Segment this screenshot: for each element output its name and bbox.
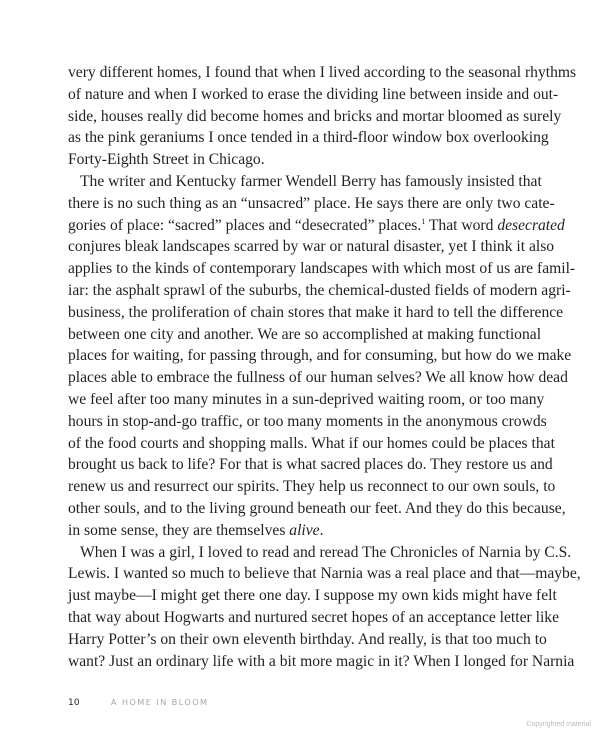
text-line bbox=[68, 215, 565, 237]
text-line: there is no such thing as an “unsacred” place. He says there are only two cate- bbox=[68, 194, 555, 212]
text-line: between one city and another. We are so accomplished at making functional bbox=[68, 325, 542, 343]
text-line: other souls, and to the living ground beneath our feet. And they do this because, bbox=[68, 499, 566, 517]
text-run: That word bbox=[425, 216, 498, 234]
text-line: hours in stop-and-go traffic, or too many moments in the anonymous crowds bbox=[68, 412, 547, 430]
text-line: Harry Potter’s on their own eleventh birthday. And really, is that too much to bbox=[68, 630, 547, 648]
body-text bbox=[68, 62, 581, 672]
paragraph bbox=[68, 171, 576, 542]
text-line: Lewis. I wanted so much to believe that Narnia was a real place and that—maybe, bbox=[68, 565, 581, 583]
running-head: A HOME IN BLOOM bbox=[110, 697, 209, 707]
paragraph bbox=[68, 542, 581, 673]
text-run: gories of place: “sacred” places and “desecrated” places. bbox=[68, 216, 422, 234]
text-run: in some sense, they are themselves bbox=[68, 521, 290, 539]
text-line: very different homes, I found that when I lived according to the seasonal rhythms bbox=[68, 64, 577, 81]
text-line: places for waiting, for passing through, and for consuming, but how do we make bbox=[68, 347, 572, 365]
text-line: places able to embrace the fullness of our human selves? We all know how dead bbox=[68, 369, 568, 387]
text-line: business, the proliferation of chain stores that make it hard to tell the difference bbox=[68, 303, 564, 321]
page-number: 10 bbox=[68, 698, 80, 708]
text-line: of nature and when I worked to erase the dividing line between inside and out- bbox=[68, 85, 559, 103]
text-line: brought us back to life? For that is what sacred places do. They restore us and bbox=[68, 456, 553, 474]
text-line: as the pink geraniums I once tended in a third-floor window box overlooking bbox=[68, 129, 549, 147]
text-line: want? Just an ordinary life with a bit more magic in it? When I longed for Narnia bbox=[68, 652, 575, 670]
text-line: side, houses really did become homes and bricks and mortar bloomed as surely bbox=[68, 107, 562, 125]
text-line: Forty-Eighth Street in Chicago. bbox=[68, 151, 265, 169]
text-line: The writer and Kentucky farmer Wendell Berry has famously insisted that bbox=[80, 172, 542, 190]
text-line: we feel after too many minutes in a sun-deprived waiting room, or too many bbox=[68, 390, 545, 408]
paragraph bbox=[68, 62, 577, 171]
text-line: conjures bleak landscapes scarred by war or natural disaster, yet I think it also bbox=[68, 238, 555, 256]
text-line: iar: the asphalt sprawl of the suburbs, the chemical-dusted fields of modern agri- bbox=[68, 281, 571, 299]
text-line: of the food courts and shopping malls. What if our homes could be places that bbox=[68, 434, 555, 452]
page-footer bbox=[68, 697, 209, 708]
text-run: . bbox=[319, 521, 324, 539]
footnote-reference[interactable]: 1 bbox=[421, 216, 426, 226]
text-line bbox=[68, 520, 532, 542]
text-line: that way about Hogwarts and nurtured secret hopes of an acceptance letter like bbox=[68, 608, 559, 626]
italic-emphasis: alive bbox=[289, 521, 320, 539]
text-line: renew us and resurrect our spirits. They help us reconnect to our own souls, to bbox=[68, 478, 556, 496]
copyright-watermark: Copyrighted material bbox=[526, 721, 591, 728]
text-line: When I was a girl, I loved to read and reread The Chronicles of Narnia by C.S. bbox=[80, 543, 572, 561]
text-line: just maybe—I might get there one day. I suppose my own kids might have felt bbox=[68, 587, 557, 605]
text-line: applies to the kinds of contemporary landscapes with which most of us are famil- bbox=[68, 260, 576, 278]
italic-emphasis: desecrated bbox=[497, 216, 565, 234]
